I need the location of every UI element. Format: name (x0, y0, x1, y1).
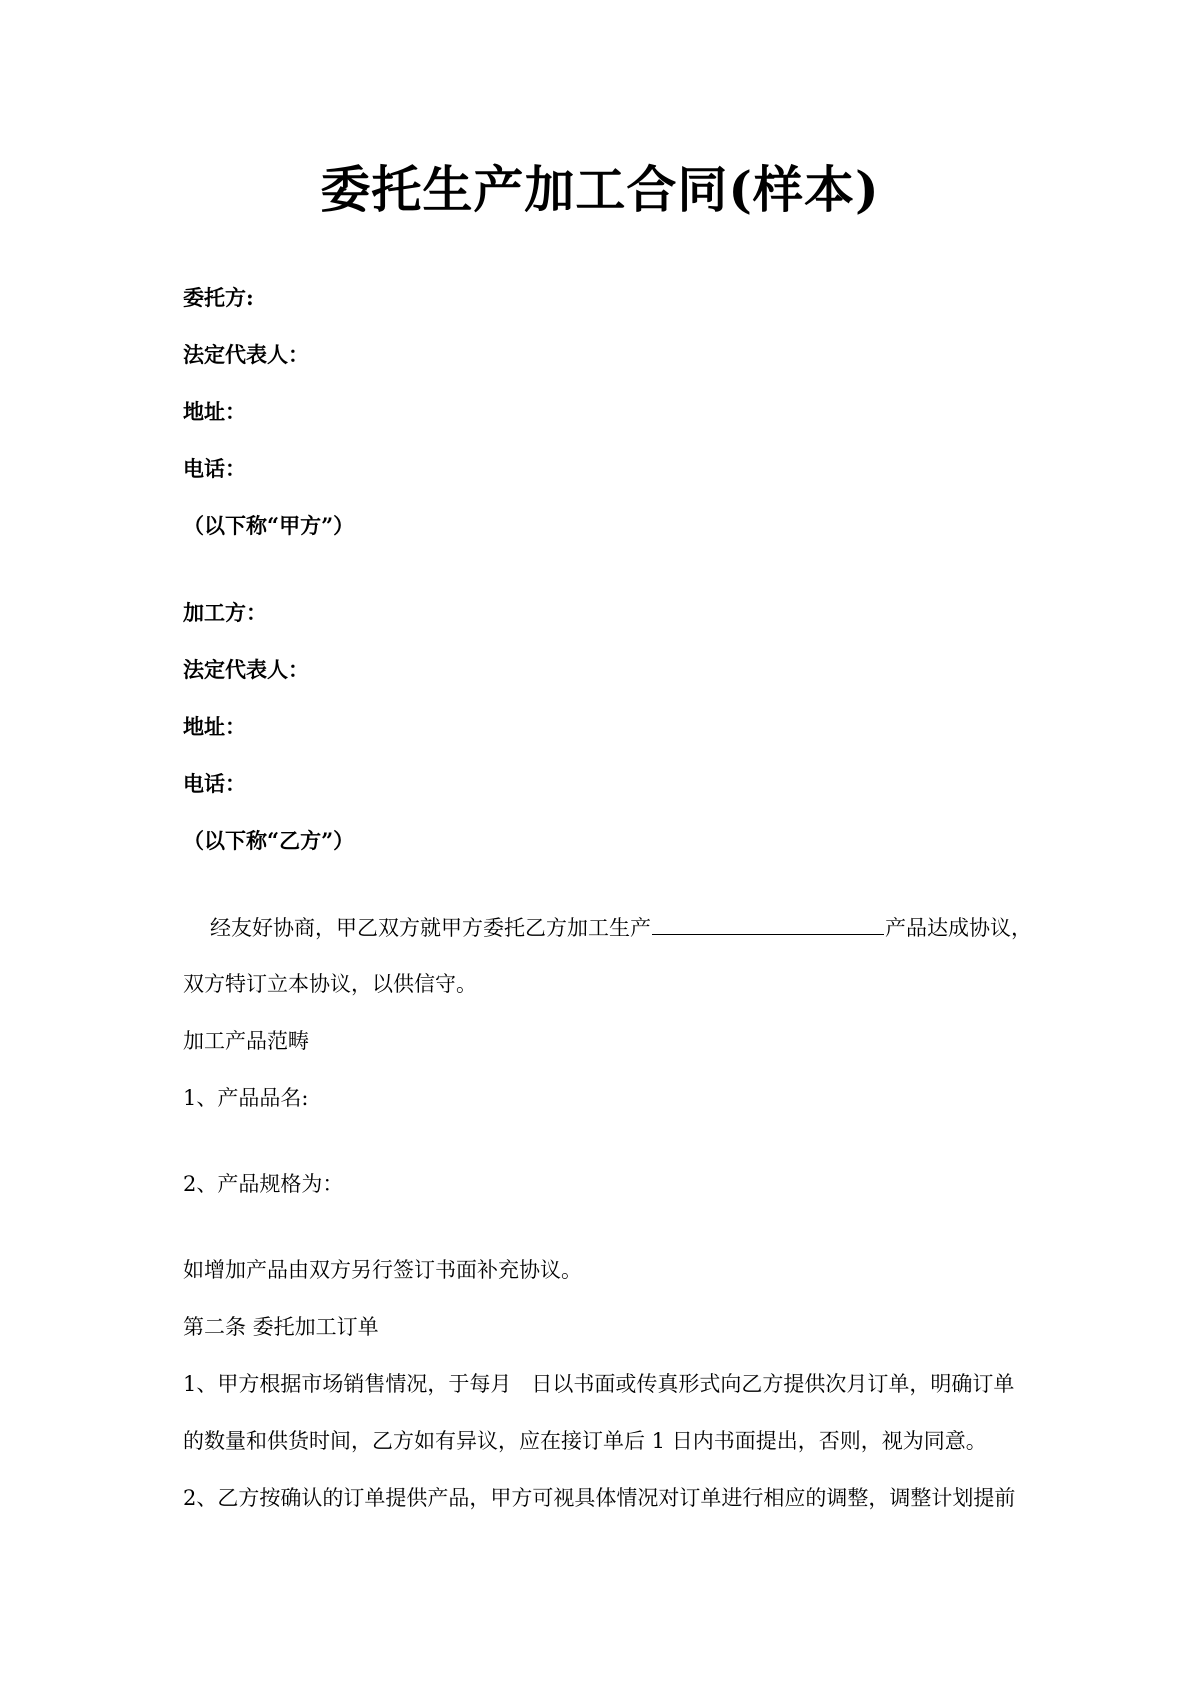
product-name-blank (652, 912, 884, 935)
party-b-name-label: 加工方： (183, 600, 267, 625)
section-2-heading: 第二条 委托加工订单 (183, 1315, 379, 1339)
party-b-alias: （以下称“乙方”） (183, 828, 355, 853)
section-1-item-2: 2、产品规格为： (183, 1172, 344, 1196)
section-2-item-1-before: 1、甲方根据市场销售情况，于每月 (183, 1372, 512, 1396)
party-a-name-label: 委托方: (183, 285, 254, 310)
section-2-item-1-line-1 (183, 1369, 1014, 1399)
party-a-rep-label: 法定代表人： (183, 342, 309, 367)
intro-line-2: 双方特订立本协议，以供信守。 (183, 972, 477, 996)
party-b-rep-label: 法定代表人： (183, 657, 309, 682)
party-b-phone-label: 电话： (183, 771, 246, 796)
party-a-address-label: 地址： (183, 399, 246, 424)
section-2-item-1-line-2: 的数量和供货时间，乙方如有异议，应在接订单后 1 日内书面提出，否则，视为同意。 (183, 1429, 987, 1453)
party-a-phone-label: 电话： (183, 456, 246, 481)
intro-line-1-before: 经友好协商，甲乙双方就甲方委托乙方加工生产 (210, 916, 651, 940)
party-a-alias: （以下称“甲方”） (183, 513, 355, 538)
party-b-address-label: 地址： (183, 714, 246, 739)
intro-line-1-after: 产品达成协议， (885, 916, 1032, 940)
section-1-heading: 加工产品范畴 (183, 1029, 309, 1053)
intro-line-1 (210, 912, 1032, 943)
section-1-note: 如增加产品由双方另行签订书面补充协议。 (183, 1258, 582, 1282)
section-2-item-2-line-1: 2、乙方按确认的订单提供产品，甲方可视具体情况对订单进行相应的调整，调整计划提前 (183, 1486, 1016, 1510)
section-1-item-1: 1、产品品名: (183, 1086, 309, 1110)
document-title: 委托生产加工合同(样本) (320, 160, 880, 219)
section-2-item-1-after: 日以书面或传真形式向乙方提供次月订单，明确订单 (531, 1372, 1015, 1396)
